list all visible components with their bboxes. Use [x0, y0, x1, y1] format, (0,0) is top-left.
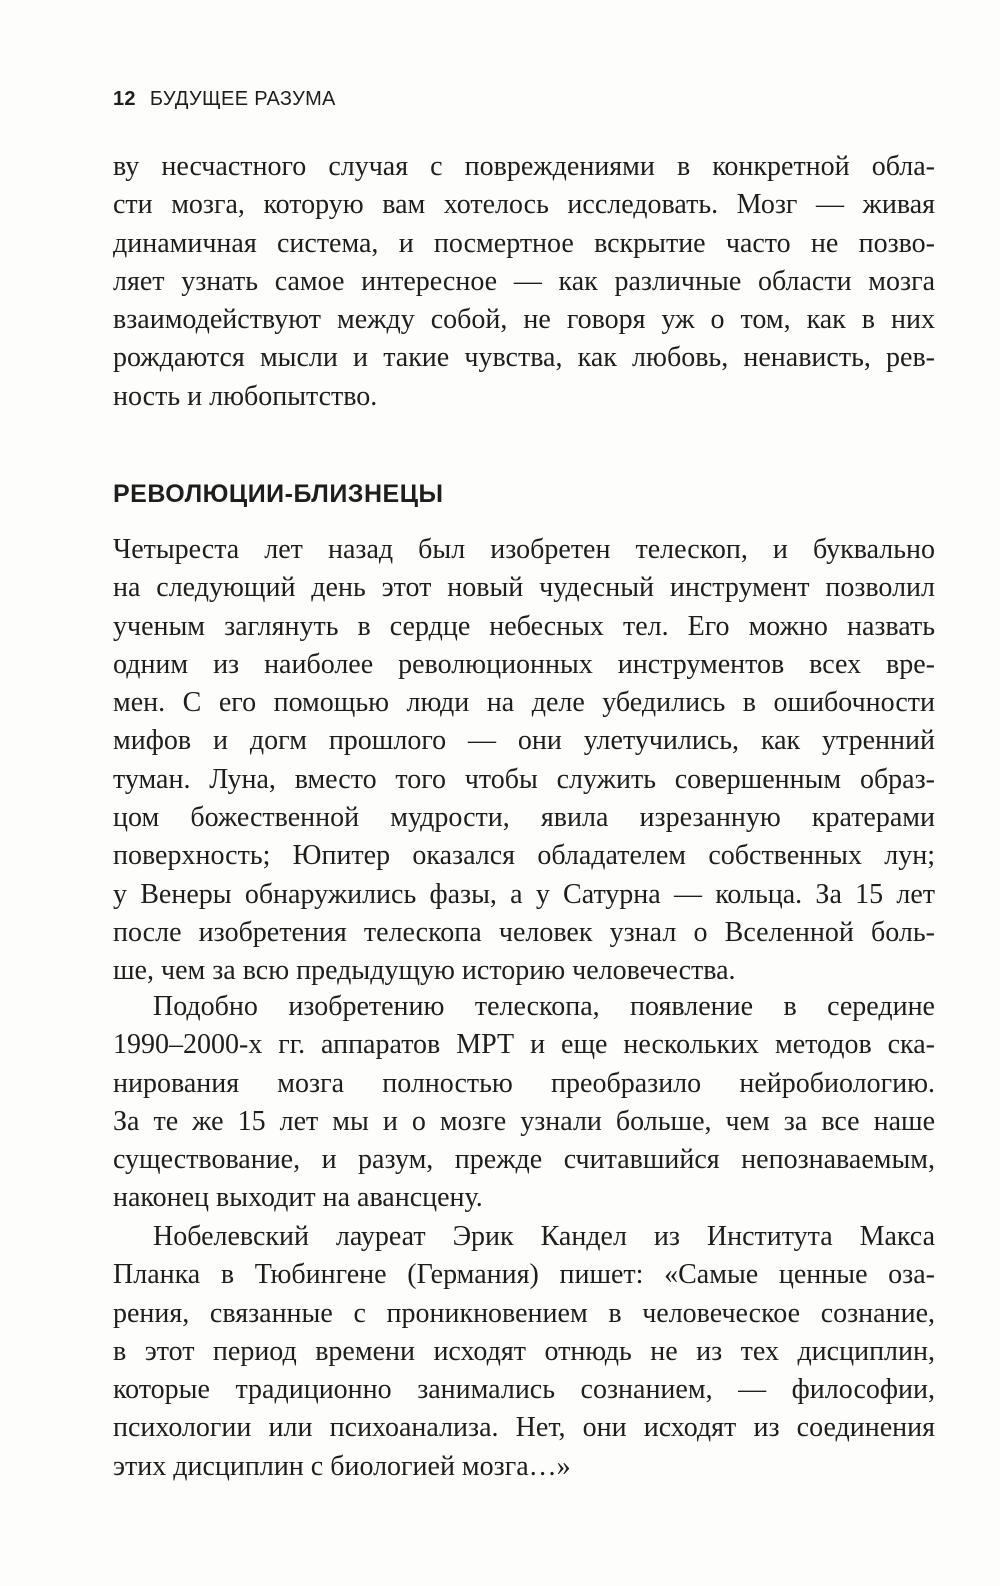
text-line: Планка в Тюбингене (Германия) пишет: «Самые ценные оза-: [113, 1259, 935, 1291]
text-line: в этот период времени исходят отнюдь не из тех дисциплин,: [113, 1335, 935, 1367]
text-line: у Венеры обнаружились фазы, а у Сатурна — кольца. За 15 лет: [113, 878, 935, 910]
text-line: Нобелевский лауреат Эрик Кандел из Института Макса: [153, 1221, 935, 1252]
paragraph-kandel: [113, 1218, 935, 1486]
text-line: динамичная система, и посмертное вскрытие часто не позво-: [113, 227, 935, 259]
paragraph-telescope: [113, 531, 935, 991]
text-line: мифов и догм прошлого — они улетучились, как утренний: [113, 725, 935, 757]
text-line: которые традиционно занимались сознанием, — философии,: [113, 1374, 935, 1406]
text-line: мен. С его помощью люди на деле убедились в ошибочности: [113, 687, 935, 719]
text-line: наконец выходит на авансцену.: [113, 1182, 483, 1214]
text-line: нирования мозга полностью преобразило нейробиологию.: [113, 1067, 935, 1099]
running-header: [113, 88, 336, 111]
paragraph-mri: [113, 988, 935, 1218]
running-title: БУДУЩЕЕ РАЗУМА: [149, 88, 336, 110]
text-line: сти мозга, которую вам хотелось исследовать. Мозг — живая: [113, 189, 935, 221]
text-line: туман. Луна, вместо того чтобы служить совершенным образ-: [113, 763, 935, 795]
text-line: ше, чем за всю предыдущую историю человечества.: [113, 955, 736, 987]
text-line: За те же 15 лет мы и о мозге узнали больше, чем за все наше: [113, 1105, 935, 1137]
text-line: ученым заглянуть в сердце небесных тел. Его можно назвать: [113, 610, 935, 642]
text-line: на следующий день этот новый чудесный инструмент позволил: [113, 572, 935, 604]
text-line: 1990–2000-х гг. аппаратов МРТ и еще нескольких методов ска-: [113, 1029, 935, 1061]
page-number: 12: [113, 88, 136, 110]
text-line: взаимодействуют между собой, не говоря уж о том, как в них: [113, 304, 935, 336]
text-line: этих дисциплин с биологией мозга…»: [113, 1450, 571, 1482]
text-line: Четыреста лет назад был изобретен телескоп, и буквально: [113, 534, 935, 565]
text-line: психологии или психоанализа. Нет, они исходят из соединения: [113, 1412, 935, 1444]
text-line: Подобно изобретению телескопа, появление в середине: [153, 991, 935, 1022]
text-line: поверхность; Юпитер оказался обладателем собственных лун;: [113, 840, 935, 872]
section-heading: РЕВОЛЮЦИИ-БЛИЗНЕЦЫ: [113, 480, 444, 508]
text-line: ность и любопытство.: [113, 380, 378, 412]
text-line: рождаются мысли и такие чувства, как любовь, ненависть, рев-: [113, 342, 935, 374]
text-line: существование, и разум, прежде считавшийся непознаваемым,: [113, 1144, 935, 1176]
text-line: цом божественной мудрости, явила изрезанную кратерами: [113, 802, 935, 834]
text-line: рения, связанные с проникновением в человеческое сознание,: [113, 1297, 935, 1329]
text-line: одним из наиболее революционных инструментов всех вре-: [113, 648, 935, 680]
text-line: ляет узнать самое интересное — как различные области мозга: [113, 265, 935, 297]
paragraph-continued: [113, 148, 935, 416]
text-line: после изобретения телескопа человек узнал о Вселенной боль-: [113, 916, 935, 948]
text-line: ву несчастного случая с повреждениями в конкретной обла-: [113, 151, 935, 182]
